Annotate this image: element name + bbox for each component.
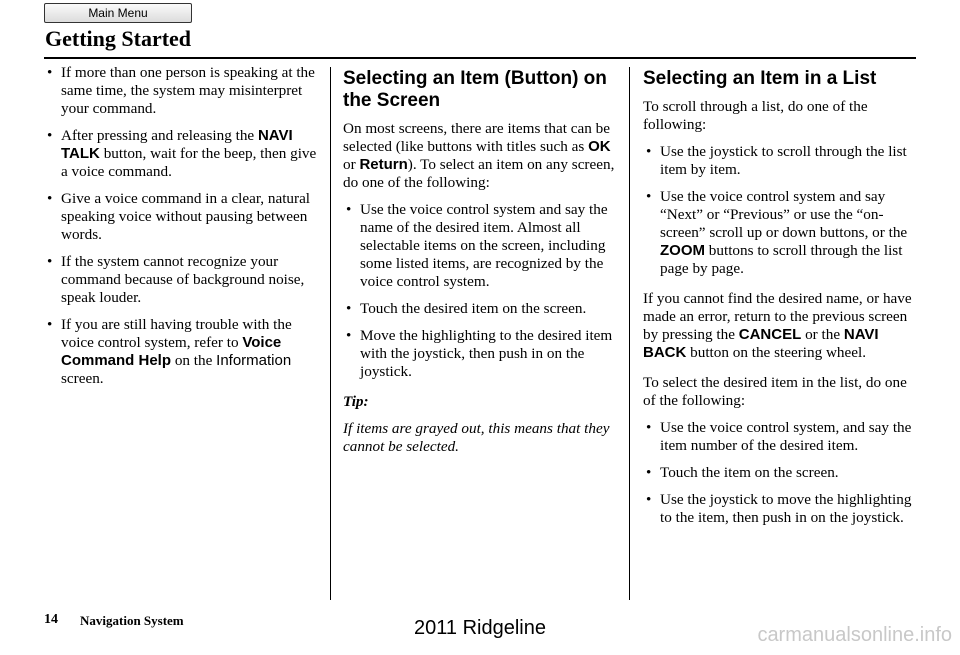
list-item: • Use the joystick to scroll through the list item by item.: [643, 143, 918, 179]
list-item: • If more than one person is speaking at the same time, the system may misinterpret your command.: [44, 64, 320, 118]
paragraph: To select the desired item in the list, do one of the following:: [643, 374, 907, 409]
page-number: 14: [44, 612, 58, 627]
main-menu-button[interactable]: Main Menu: [44, 3, 192, 23]
tip-label: Tip:: [343, 393, 369, 410]
column-select-button: [343, 64, 618, 465]
list-item: • Touch the item on the screen.: [643, 464, 918, 482]
list-item: • Move the highlighting to the desired item with the joystick, then push in on the joystick.: [343, 327, 618, 381]
ok-term: OK: [588, 138, 611, 155]
list-item: • Use the voice control system and say the name of the desired item. Almost all selectable items on the screen, including some listed items, are recognized by the voice control system.: [343, 201, 618, 291]
column-voice-tips: [44, 64, 320, 397]
section-heading: Selecting an Item in a List: [643, 68, 877, 89]
voice-tips-list: [44, 64, 320, 388]
zoom-term: ZOOM: [660, 242, 705, 259]
column-divider: [629, 67, 630, 600]
cancel-term: CANCEL: [738, 326, 802, 343]
list-item: • Give a voice command in a clear, natural speaking voice without pausing between words.: [44, 190, 320, 244]
list-select-methods-list: [643, 419, 918, 527]
select-methods-list: [343, 201, 618, 381]
column-divider: [330, 67, 331, 600]
scroll-methods-list: [643, 143, 918, 278]
return-term: Return: [359, 156, 408, 173]
section-intro: To scroll through a list, do one of the following:: [643, 98, 868, 133]
list-item: • Use the joystick to move the highlighting to the item, then push in on the joystick.: [643, 491, 918, 527]
voice-command-help-term: Voice Command Help: [61, 334, 282, 369]
footer-section-title: Navigation System: [80, 613, 184, 628]
section-heading: Selecting an Item (Button) on the Screen: [343, 68, 607, 111]
information-term: Information: [216, 352, 292, 369]
column-select-list: [643, 64, 918, 536]
tip-text: If items are grayed out, this means that they cannot be selected.: [343, 420, 610, 455]
list-item: • Touch the desired item on the screen.: [343, 300, 618, 318]
section-intro: On most screens, there are items that can be selected (like buttons with titles such as OK or Return). To select an item on any screen, do one of the following:: [343, 120, 615, 191]
list-item: • Use the voice control system, and say the item number of the desired item.: [643, 419, 918, 455]
model-watermark: 2011 Ridgeline: [414, 617, 546, 639]
page-title: Getting Started: [45, 26, 192, 51]
list-item: • If you are still having trouble with the voice control system, refer to Voice Command Help on the Information screen.: [44, 316, 320, 388]
list-item: • After pressing and releasing the NAVI TALK button, wait for the beep, then give a voice command.: [44, 127, 320, 181]
navi-back-term: NAVI BACK: [643, 326, 879, 361]
list-item: • Use the voice control system and say “Next” or “Previous” or use the “on-screen” scroll up or down buttons, or the ZOOM buttons to scroll through the list page by page.: [643, 188, 918, 278]
paragraph: If you cannot find the desired name, or have made an error, return to the previous screen by pressing the CANCEL or the NAVI BACK button on the steering wheel.: [643, 290, 912, 361]
title-divider: [44, 57, 916, 59]
list-item: • If the system cannot recognize your command because of background noise, speak louder.: [44, 253, 320, 307]
site-watermark: carmanualsonline.info: [757, 624, 952, 646]
navi-talk-term: NAVI TALK: [61, 127, 293, 162]
